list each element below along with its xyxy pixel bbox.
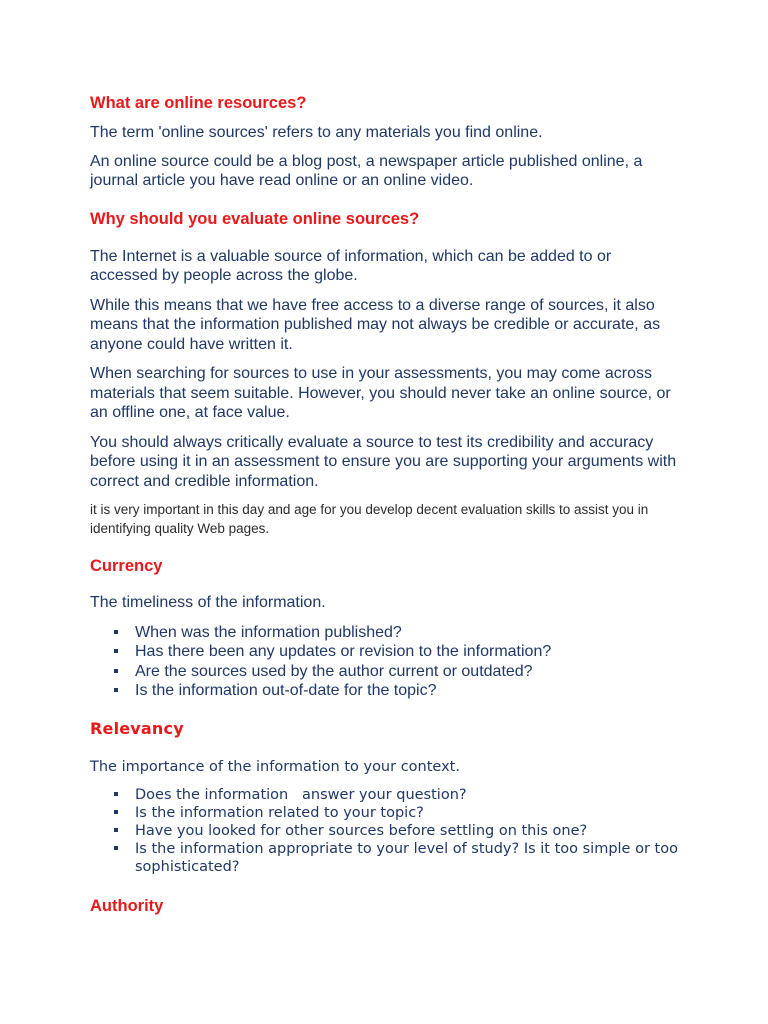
- list-item: Have you looked for other sources before settling on this one?: [90, 822, 680, 840]
- paragraph-relevancy-intro: The importance of the information to your context.: [90, 758, 460, 775]
- paragraph-free-access: While this means that we have free access to a diverse range of sources, it also means that the information published may not always be credible or accurate, as anyone could have written it.: [90, 296, 661, 353]
- paragraph-term-definition: The term 'online sources' refers to any materials you find online.: [90, 124, 543, 141]
- list-item: Has there been any updates or revision to the information?: [90, 642, 680, 662]
- paragraph-online-source-examples: An online source could be a blog post, a newspaper article published online, a journal article you have read online or an online video.: [90, 152, 643, 189]
- heading-currency: Currency: [90, 557, 163, 575]
- heading-why-evaluate: Why should you evaluate online sources?: [90, 209, 420, 228]
- document-page: [90, 93, 680, 916]
- list-item: Is the information out-of-date for the topic?: [90, 681, 680, 701]
- paragraph-critically-evaluate: You should always critically evaluate a source to test its credibility and accuracy before using it in an assessment to ensure you are supporting your arguments with correct and credible information.: [90, 433, 677, 490]
- paragraph-searching-sources: When searching for sources to use in your assessments, you may come across materials that seem suitable. However, you should never take an online source, or an offline one, at face value.: [90, 365, 671, 421]
- list-item: Does the information answer your question?: [90, 786, 680, 804]
- list-item: Is the information related to your topic?: [90, 804, 680, 822]
- list-item: When was the information published?: [90, 623, 680, 643]
- heading-authority: Authority: [90, 896, 164, 915]
- list-item: Is the information appropriate to your level of study? Is it too simple or too sophisticated?: [90, 840, 680, 876]
- paragraph-internet-source: The Internet is a valuable source of information, which can be added to or accessed by people across the globe.: [90, 247, 612, 284]
- heading-online-resources: What are online resources?: [90, 94, 307, 112]
- currency-list: [90, 623, 680, 701]
- relevancy-list: [90, 786, 680, 876]
- heading-relevancy: Relevancy: [90, 718, 184, 738]
- paragraph-currency-intro: The timeliness of the information.: [90, 594, 326, 611]
- list-item: Are the sources used by the author current or outdated?: [90, 662, 680, 682]
- paragraph-evaluation-skills: it is very important in this day and age for you develop decent evaluation skills to assist you in identifying quality Web pages.: [90, 502, 649, 536]
